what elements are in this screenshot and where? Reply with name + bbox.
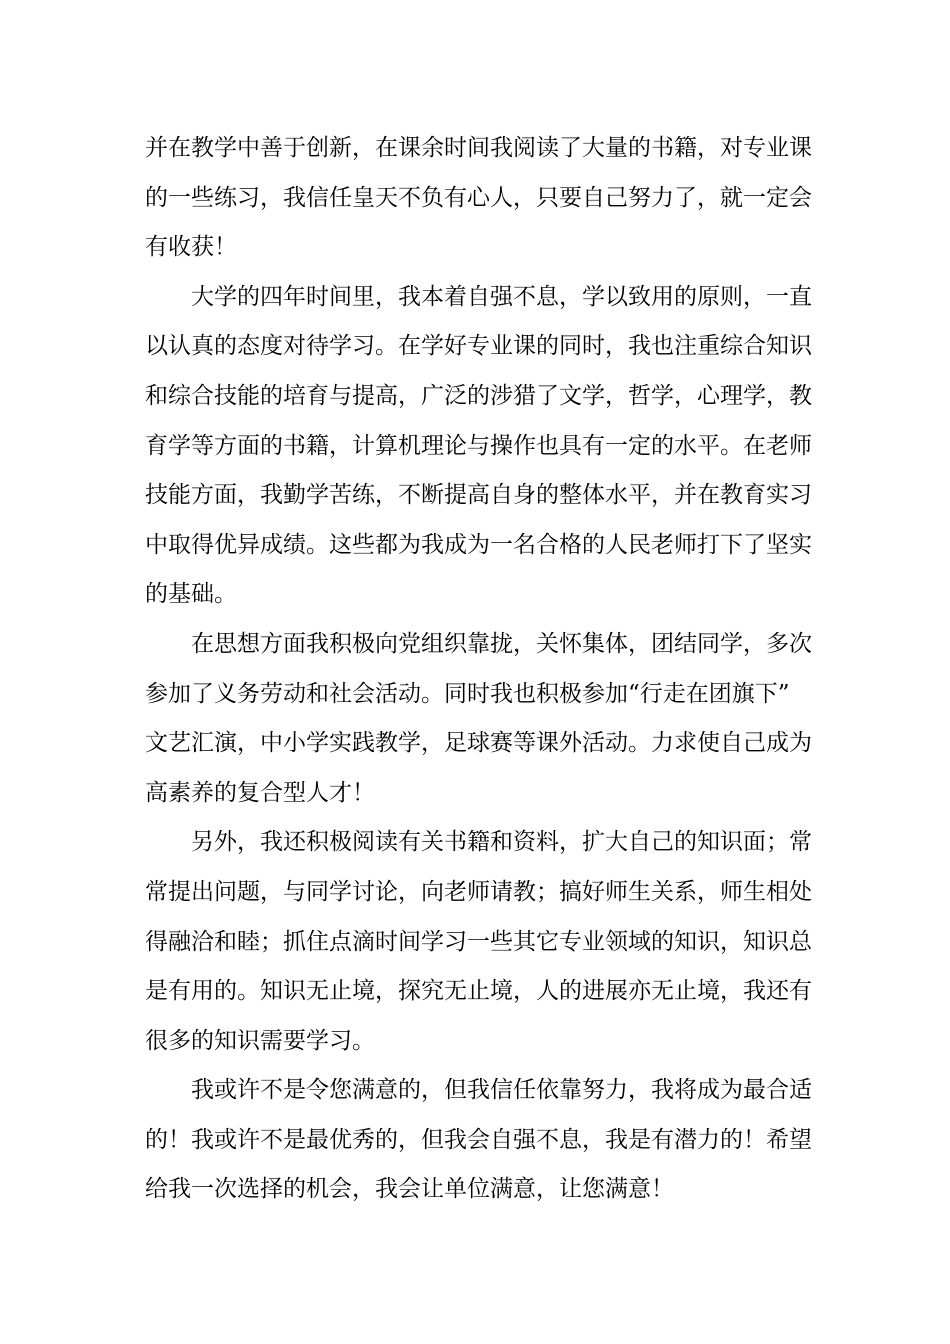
text-line: 另外，我还积极阅读有关书籍和资料，扩大自己的知识面；常 [191,829,812,856]
text-line: 文艺汇演，中小学实践教学，足球赛等课外活动。力求使自己成为 [145,730,812,757]
text-line: 的一些练习，我信任皇天不负有心人，只要自己努力了，就一定会 [145,184,812,211]
text-line: 参加了义务劳动和社会活动。同时我也积极参加“行走在团旗下” [145,680,790,707]
text-line: 大学的四年时间里，我本着自强不息，学以致用的原则，一直 [191,283,812,310]
text-line: 高素养的复合型人才！ [145,779,375,806]
text-line: 在思想方面我积极向党组织靠拢，关怀集体，团结同学，多次 [191,630,812,657]
text-line: 常提出问题，与同学讨论，向老师请教；搞好师生关系，师生相处 [145,878,812,905]
text-line: 是有用的。知识无止境，探究无止境，人的进展亦无止境，我还有 [145,978,812,1005]
paragraph-3 [145,620,812,818]
text-line: 和综合技能的培育与提高，广泛的涉猎了文学，哲学，心理学，教 [145,382,812,409]
text-line: 的基础。 [145,581,237,608]
document-body [145,124,812,1215]
text-line: 中取得优异成绩。这些都为我成为一名合格的人民老师打下了坚实 [145,531,812,558]
text-line: 以认真的态度对待学习。在学好专业课的同时，我也注重综合知识 [145,333,812,360]
text-line: 得融洽和睦；抓住点滴时间学习一些其它专业领域的知识，知识总 [145,928,812,955]
paragraph-1 [145,124,812,273]
paragraph-5 [145,1066,812,1215]
text-line: 我或许不是令您满意的，但我信任依靠努力，我将成为最合适 [191,1077,812,1104]
text-line: 并在教学中善于创新，在课余时间我阅读了大量的书籍，对专业课 [145,135,812,161]
text-line: 给我一次选择的机会，我会让单位满意，让您满意！ [145,1176,674,1203]
paragraph-4 [145,818,812,1066]
text-line: 育学等方面的书籍，计算机理论与操作也具有一定的水平。在老师 [145,432,812,459]
text-line: 有收获！ [145,234,237,261]
text-line: 很多的知识需要学习。 [145,1027,375,1054]
text-line: 的！我或许不是最优秀的，但我会自强不息，我是有潜力的！希望 [145,1126,812,1153]
text-line: 技能方面，我勤学苦练，不断提高自身的整体水平，并在教育实习 [145,482,812,509]
paragraph-2 [145,273,812,620]
